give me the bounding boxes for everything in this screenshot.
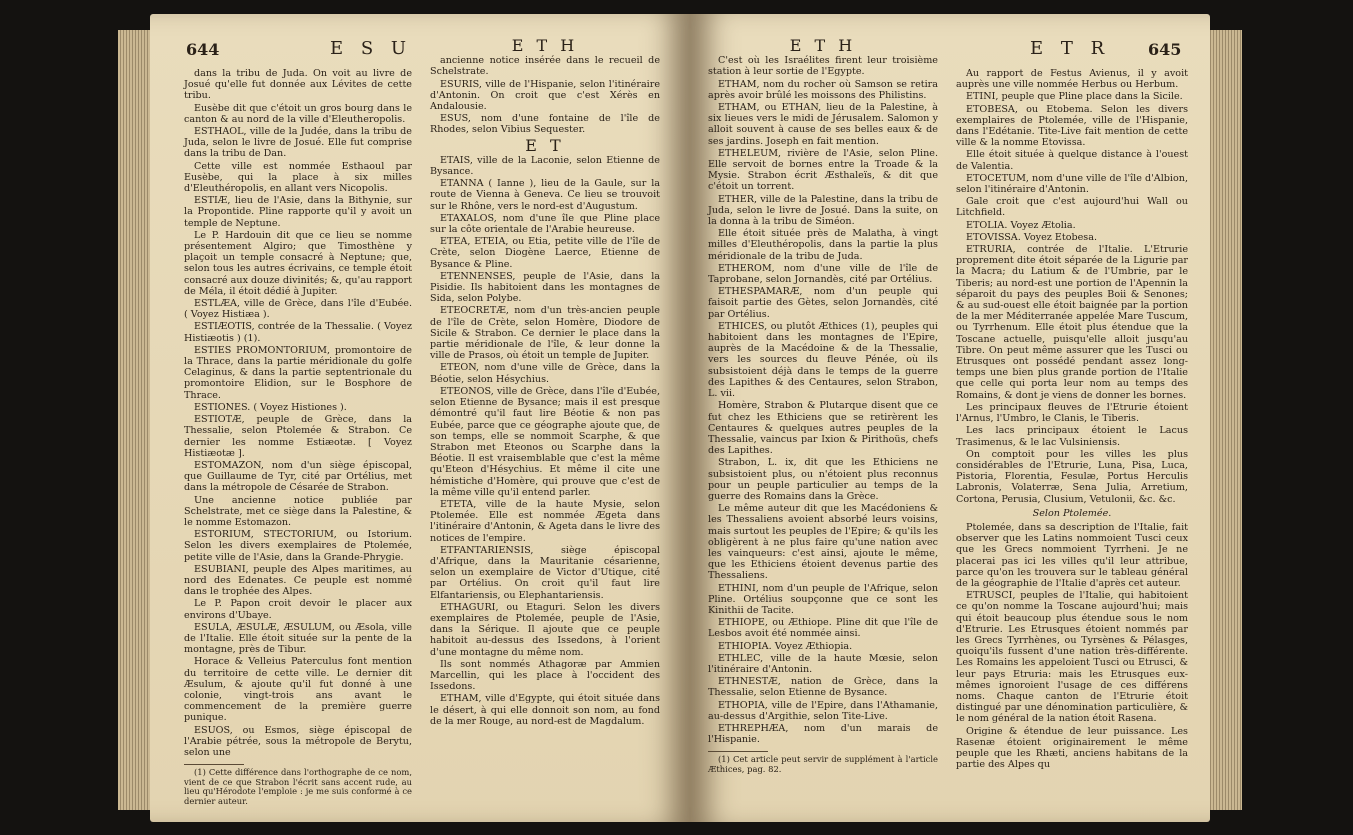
entry-paragraph: ETHREPHÆA, nom d'un marais de l'Hispanie.	[708, 722, 938, 746]
entry-paragraph: ETHAGURI, ou Etaguri. Selon les divers exemplaires de Ptolemée, peuple de l'Asie, dans la Sérique. Il ajoute que ce peuple habitoit au-dessus des Issedons, à l'orient d'une montagne du même nom.	[430, 601, 660, 658]
column-running-head: E T H	[789, 36, 857, 55]
footnote-rule	[708, 751, 768, 752]
entry-paragraph: ESTORIUM, STECTORIUM, ou Istorium. Selon les divers exemplaires de Ptolemée, petite ville de l'Asie, dans la Grande-Phrygie.	[184, 529, 412, 563]
entry-paragraph: Ptolemée, dans sa description de l'Italie, fait observer que les Latins nommoient Tusci ceux que les Grecs nommoient Tyrrheni. Je ne placerai pas ici les villes qu'il leur attribue, parce qu'on les trouvera sur le tableau général de la géographie de l'Italie d'après cet auteur.	[956, 521, 1188, 589]
entry-paragraph: Le même auteur dit que les Macédoniens & les Thessaliens avoient absorbé leurs voisins, mais surtout les peuples de l'Epire; & qu'ils les obligèrent à ne plus faire qu'une nation avec les vainqueurs: c'est ainsi, ajoute le même, que les Ethiciens étoient devenus partie des Thessaliens.	[708, 503, 938, 582]
section-heading: E T	[525, 135, 565, 155]
left-column-1	[184, 68, 412, 808]
entry-paragraph: Au rapport de Festus Avienus, il y avoit auprès une ville nommée Herbus ou Herbum.	[956, 68, 1188, 91]
entry-paragraph: ESUBIANI, peuple des Alpes maritimes, au nord des Edenates. Ce peuple est nommé dans le trophée des Alpes.	[184, 563, 412, 598]
entry-paragraph: ETEONOS, ville de Grèce, dans l'île d'Eubée, selon Etienne de Bysance; mais il est presque démontré qu'il faut lire Béotie & non pas Eubée, parce que ce géographe ajoute que, de son temps, elle se nommoit Scarphe, & que Strabon met Eteonos ou Scarphe dans la Béotie. Il est vraisemblable que c'est la même qu'Eteon d'Hésychius. Et même il cite une hémistiche d'Homère, qui prouve que c'est de la même ville qu'il entend parler.	[430, 385, 660, 498]
entry-paragraph: ETAXALOS, nom d'une île que Pline place sur la côte orientale de l'Arabie heureuse.	[430, 212, 660, 236]
left-column-2	[430, 36, 660, 808]
entry-paragraph: Le P. Papon croit devoir le placer aux environs d'Ubaye.	[184, 598, 412, 621]
entry-paragraph: ETEON, nom d'une ville de Grèce, dans la Béotie, selon Hésychius.	[430, 362, 660, 385]
entry-paragraph: On comptoit pour les villes les plus considérables de l'Etrurie, Luna, Pisa, Luca, Pistoria, Florentia, Fesulæ, Portus Herculis Labronis, Volaterræ, Sena Julia, Arretium, Cortona, Perusia, Clusium, Vetulonii, &c. &c.	[956, 448, 1188, 505]
entry-paragraph: ETHOPIA, ville de l'Epire, dans l'Athamanie, au-dessus d'Argithie, selon Tite-Live.	[708, 699, 938, 722]
entry-paragraph: ESULA, ÆSULÆ, ÆSULUM, ou Æsola, ville de l'Italie. Elle étoit située sur la pente de la montagne, près de Tibur.	[184, 621, 412, 656]
page-number: 644	[186, 40, 220, 59]
entry-paragraph: ETAIS, ville de la Laconie, selon Etienne de Bysance.	[430, 154, 660, 178]
entry-paragraph: ETHIOPE, ou Æthiope. Pline dit que l'île de Lesbos avoit été nommée ainsi.	[708, 617, 938, 640]
entry-paragraph: ESTOMAZON, nom d'un siège épiscopal, que Guillaume de Tyr, cité par Ortélius, met dans la métropole de Césarée de Strabon.	[184, 459, 412, 494]
entry-paragraph: ETHNESTÆ, nation de Grèce, dans la Thessalie, selon Etienne de Bysance.	[708, 676, 938, 699]
entry-paragraph: Strabon, L. ix, dit que les Ethiciens ne subsistoient plus, ou n'étoient plus reconnus pour un peuple particulier au temps de la guerre des Romains dans la Grèce.	[708, 457, 938, 502]
entry-paragraph: Le P. Hardouin dit que ce lieu se nomme présentement Algiro; que Timosthène y plaçoit un temple consacré à Neptune; que, selon tous les autres écrivains, ce temple étoit consacré aux douze divinités; &, qu'au rapport de Méla, il étoit dédié à Jupiter.	[184, 229, 412, 297]
entry-paragraph: ETHAM, nom du rocher où Samson se retira après avoir brûlé les moissons des Philistins.	[708, 78, 938, 101]
entry-paragraph: Elle étoit située près de Malatha, à vingt milles d'Eleuthéropolis, dans la partie la plus méridionale de la tribu de Juda.	[708, 228, 938, 262]
entry-paragraph: ETHEROM, nom d'une ville de l'île de Taprobane, selon Jornandès, cité par Ortélius.	[708, 262, 938, 286]
entry-paragraph: ESUOS, ou Esmos, siège épiscopal de l'Arabie pétrée, sous la métropole de Berytu, selon une	[184, 724, 412, 758]
entry-paragraph: ESURIS, ville de l'Hispanie, selon l'itinéraire d'Antonin. On croit que c'est Xérès en Andalousie.	[430, 78, 660, 113]
section-subhead: Selon Ptolemée.	[1032, 507, 1112, 519]
entry-paragraph: C'est où les Israélites firent leur troisième station à leur sortie de l'Egypte.	[708, 55, 938, 78]
entry-paragraph: ESTIÆOTIS, contrée de la Thessalie. ( Voyez Histiæotis ) (1).	[184, 321, 412, 344]
column-running-head: E T H	[511, 36, 579, 55]
entry-paragraph: Les principaux fleuves de l'Etrurie étoient l'Arnus, l'Umbro, le Clanis, le Tiberis.	[956, 401, 1188, 425]
entry-paragraph: ESTIOTÆ, peuple de Grèce, dans la Thessalie, selon Ptolemée & Strabon. Ce dernier les nomme Estiæotæ. [ Voyez Histiæotæ ].	[184, 414, 412, 459]
entry-paragraph: ETHAM, ville d'Egypte, qui étoit située dans le désert, à qui elle donnoit son nom, au fond de la mer Rouge, au nord-est de Magdalum.	[430, 693, 660, 727]
entry-paragraph: ETFANTARIENSIS, siège épiscopal d'Afrique, dans la Mauritanie césarienne, selon un exemplaire de Victor d'Utique, cité par Ortélius. On croit qu'il faut lire Elfantariensis, ou Elephantariensis.	[430, 544, 660, 601]
entry-paragraph: ESUS, nom d'une fontaine de l'île de Rhodes, selon Vibius Sequester.	[430, 113, 660, 136]
entry-paragraph: ETHLEC, ville de la haute Mœsie, selon l'itinéraire d'Antonin.	[708, 652, 938, 675]
footnote: (1) Cet article peut servir de supplément à l'article Æthices, pag. 82.	[708, 754, 938, 774]
entry-paragraph: ETHAM, ou ETHAN, lieu de la Palestine, à six lieues vers le midi de Jérusalem. Salomon y alloit souvent à cause de ses belles eaux & de ses jardins. Joseph en fait mention.	[708, 102, 938, 147]
right-page	[690, 14, 1210, 822]
entry-paragraph: ETINI, peuple que Pline place dans la Sicile.	[966, 91, 1183, 103]
entry-paragraph: ETETA, ville de la haute Mysie, selon Ptolemée. Elle est nommée Ægeta dans l'itinéraire d'Antonin, & Ageta dans le livre des notices de l'empire.	[430, 498, 660, 544]
entry-paragraph: ETANNA ( Ianne ), lieu de la Gaule, sur la route de Vienna à Geneva. Ce lieu se trouvoit sur le Rhône, vers le nord-est d'Augustum.	[430, 178, 660, 212]
entry-paragraph: Eusèbe dit que c'étoit un gros bourg dans le canton & au nord de la ville d'Eleutheropolis.	[184, 102, 412, 125]
entry-paragraph: ETOBESA, ou Etobema. Selon les divers exemplaires de Ptolemée, ville de l'Hispanie, dans l'Edétanie. Tite-Live fait mention de cette ville & la nomme Etovissa.	[956, 103, 1188, 149]
entry-paragraph: ESTLÆA, ville de Grèce, dans l'île d'Eubée. ( Voyez Histiæa ).	[184, 298, 412, 321]
entry-paragraph: dans la tribu de Juda. On voit au livre de Josué qu'elle fut donnée aux Lévites de cette tribu.	[184, 68, 412, 102]
entry-paragraph: ETHER, ville de la Palestine, dans la tribu de Juda, selon le livre de Josué. Dans la suite, on la donna à la tribu de Siméon.	[708, 193, 938, 228]
entry-paragraph: Ils sont nommés Athagoræ par Ammien Marcellin, qui les place à l'occident des Issedons.	[430, 658, 660, 693]
entry-paragraph: ETHICES, ou plutôt Æthices (1), peuples qui habitoient dans les montagnes de l'Epire, auprès de la Macédoine & de la Thessalie, vers les sources du fleuve Pénée, où ils subsistoient déjà dans le temps de la guerre des Lapithes & des Centaures, selon Strabon, L. vii.	[708, 320, 938, 400]
entry-paragraph: Homère, Strabon & Plutarque disent que ce fut chez les Ethiciens que se retirèrent les Centaures & quelques autres peuples de la Thessalie, vaincus par Ixion & Pirithoüs, chefs des Lapithes.	[708, 400, 938, 457]
entry-paragraph: ETEA, ETEIA, ou Etia, petite ville de l'île de Crète, selon Diogène Laerce, Etienne de Bysance & Pline.	[430, 236, 660, 270]
entry-paragraph: Cette ville est nommée Esthaoul par Eusèbe, qui la place à six milles d'Eleuthéropolis, en allant vers Nicopolis.	[184, 160, 412, 195]
left-page-edges	[118, 30, 152, 810]
entry-paragraph: ETHIOPIA. Voyez Æthiopia.	[718, 640, 853, 652]
entry-paragraph: ETRURIA, contrée de l'Italie. L'Etrurie proprement dite étoit séparée de la Ligurie par la Macra; du Latium & de l'Umbrie, par le Tiberis; au nord-est une portion de l'Apennin la séparoit du pays des peuples Boii & Senones; & au sud-ouest elle étoit baignée par la portion de la mer Méditerranée appelée Mare Tuscum, ou Tyrrhenum. Elle étoit plus étendue que la Toscane actuelle, puisqu'elle alloit jusqu'au Tibre. On peut même assurer que les Tusci ou Etrusques ont possédé pendant assez long-temps une bien plus grande portion de l'Italie que celle qui porta leur nom au temps des Romains, & dont je viens de donner les bornes.	[956, 244, 1188, 401]
footnote: (1) Cette différence dans l'orthographe de ce nom, vient de ce que Strabon l'écrit sans accent rude, au lieu qu'Hérodote l'emploie : je me suis conformé à ce dernier auteur.	[184, 767, 412, 806]
running-head: E T R	[1030, 38, 1111, 59]
entry-paragraph: ETHESPAMARÆ, nom d'un peuple qui faisoit partie des Gètes, selon Jornandès, cité par Ortélius.	[708, 286, 938, 320]
entry-paragraph: ETHELEUM, rivière de l'Asie, selon Pline. Elle servoit de bornes entre la Troade & la Mysie. Strabon écrit Æsthaleïs, & dit que c'étoit un torrent.	[708, 147, 938, 193]
footnote-rule	[184, 764, 244, 765]
left-page	[150, 14, 690, 822]
entry-paragraph: ETHINI, nom d'un peuple de l'Afrique, selon Pline. Ortélius soupçonne que ce sont les Kinithii de Tacite.	[708, 582, 938, 616]
entry-paragraph: Elle étoit située à quelque distance à l'ouest de Valentia.	[956, 149, 1188, 172]
entry-paragraph: ETRUSCI, peuples de l'Italie, qui habitoient ce qu'on nomme la Toscane aujourd'hui; mais qui étoit beaucoup plus étendue sous le nom d'Etrurie. Les Etrusques étoient nommés par les Grecs Tyrrhènes, ou Tyrsènes & Pélasges, quoiqu'ils fussent d'une nation très-différente. Les Romains les appeloient Tusci ou Etrusci, & leur pays Etruria: mais les Etrusques eux-mêmes ignoroient l'usage de ces différens noms. Chaque canton de l'Etrurie étoit distingué par une dénomination particulière, & le nom général de la nation étoit Rasena.	[956, 590, 1188, 725]
entry-paragraph: ESTIONES. ( Voyez Histiones ).	[194, 401, 347, 413]
entry-paragraph: ESTIÆ, lieu de l'Asie, dans la Bithynie, sur la Propontide. Pline rapporte qu'il y avoit un temple de Neptune.	[184, 195, 412, 229]
right-page-edges	[1208, 30, 1242, 810]
entry-paragraph: Origine & étendue de leur puissance. Les Rasenæ étoient originairement le même peuple que les Rhæti, anciens habitans de la partie des Alpes qu	[956, 725, 1188, 771]
entry-paragraph: Une ancienne notice publiée par Schelstrate, met ce siège dans la Palestine, & le nomme Estomazon.	[184, 494, 412, 528]
entry-paragraph: ETEOCRETÆ, nom d'un très-ancien peuple de l'île de Crète, selon Homère, Diodore de Sicile & Strabon. Ce dernier le place dans la partie méridionale de l'île, & leur donne la ville de Prasos, où étoit un temple de Jupiter.	[430, 305, 660, 362]
entry-paragraph: ESTHAOL, ville de la Judée, dans la tribu de Juda, selon le livre de Josué. Elle fut comprise dans la tribu de Dan.	[184, 126, 412, 160]
entry-paragraph: ETOLIA. Voyez Ætolia.	[966, 219, 1076, 231]
entry-paragraph: Les lacs principaux étoient le Lacus Trasimenus, & le lac Vulsiniensis.	[956, 425, 1188, 448]
entry-paragraph: Gale croit que c'est aujourd'hui Wall ou Litchfield.	[956, 196, 1188, 219]
right-column-2	[956, 68, 1188, 808]
entry-paragraph: ETOCETUM, nom d'une ville de l'île d'Albion, selon l'itinéraire d'Antonin.	[956, 172, 1188, 196]
entry-paragraph: ETOVISSA. Voyez Etobesa.	[966, 231, 1097, 243]
page-number: 645	[1148, 40, 1182, 59]
running-head: E S U	[330, 38, 413, 59]
entry-paragraph: ESTIES PROMONTORIUM, promontoire de la Thrace, dans la partie méridionale du golfe Celaginus, & dans la partie septentrionale du promontoire Elidion, sur le Bosphore de Thrace.	[184, 344, 412, 401]
entry-paragraph: ancienne notice insérée dans le recueil de Schelstrate.	[430, 55, 660, 78]
right-column-1	[708, 36, 938, 808]
entry-paragraph: ETENNENSES, peuple de l'Asie, dans la Pisidie. Ils habitoient dans les montagnes de Sida, selon Polybe.	[430, 270, 660, 305]
entry-paragraph: Horace & Velleius Paterculus font mention du territoire de cette ville. Le dernier dit Æsulum, & ajoute qu'il fut donné à une colonie, vingt-trois ans avant le commencement de la première guerre punique.	[184, 656, 412, 724]
